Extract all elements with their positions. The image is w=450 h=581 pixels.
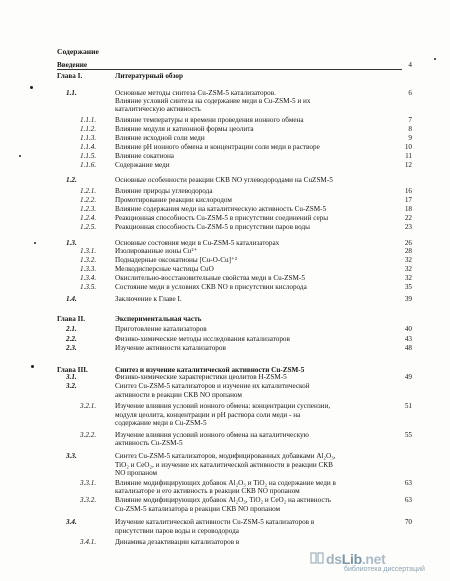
toc-entry-number: Глава III. <box>57 366 88 374</box>
toc-entry-text: TiO₂ и CeO₂, и изучение их каталитической активности в реакции СКВ <box>115 461 333 469</box>
toc-entry-text: Влияние рН ионного обмена и концентрации соли меди в растворе <box>115 143 320 151</box>
toc-entry-number: 1.1.3. <box>80 134 97 142</box>
watermark-logo: dsLib.net <box>326 551 386 567</box>
toc-entry-text: Основные особенности реакции СКВ NO углеводородами на CuZSM-5 <box>115 176 333 184</box>
scan-speck <box>434 58 436 60</box>
toc-entry-text: Изучение каталитической активности Cu-ZSM-5 катализаторов в <box>115 518 315 526</box>
toc-entry-text: модуля цеолита, концентрации и рН раствора соли меди - на <box>115 411 301 419</box>
toc-entry-page: 4 <box>408 61 412 69</box>
toc-entry-page: 63 <box>404 496 412 504</box>
toc-entry-page: 40 <box>404 325 412 333</box>
toc-entry-number: 1.1.6. <box>80 161 97 169</box>
toc-entry-text: присутствии паров воды и сероводорода <box>115 527 239 535</box>
toc-entry-page: 49 <box>404 373 412 381</box>
toc-entry-page: 70 <box>404 518 412 526</box>
toc-entry-text: Влияние условий синтеза на содержание меди в Cu-ZSM-5 и их <box>115 97 311 105</box>
toc-entry-text: Cu-ZSM-5 катализатора в реакции СКВ NO пропаном <box>115 505 281 513</box>
toc-entry-page: 9 <box>408 134 412 142</box>
toc-entry-page: 28 <box>404 247 412 255</box>
toc-entry-number: 1.2.5. <box>80 223 97 231</box>
toc-entry-page: 22 <box>404 214 412 222</box>
toc-entry-number: Глава I. <box>57 72 83 80</box>
toc-entry-text: Основные состояния меди в Cu-ZSM-5 катализаторах <box>115 239 280 247</box>
toc-entry-number: 1.4. <box>66 295 77 303</box>
toc-entry-number: 1.2.4. <box>80 214 97 222</box>
toc-entry-text: Изолированные ионы Cu²⁺ <box>115 247 198 255</box>
toc-entry-text: Физико-химические характеристики цеолитов H-ZSM-5 <box>115 373 287 381</box>
toc-entry-text: NO пропаном <box>115 469 158 477</box>
toc-entry-text: Изучение активности катализаторов <box>115 344 226 352</box>
toc-entry-text: Поднадерные оксокатионы [Cu-O-Cu]⁺² <box>115 256 237 264</box>
toc-entry-page: 11 <box>405 152 412 160</box>
toc-entry-number: 1.1.5. <box>80 152 97 160</box>
toc-entry-page: 17 <box>404 196 412 204</box>
toc-entry-page: 18 <box>404 205 412 213</box>
toc-entry-page: 8 <box>408 125 412 133</box>
toc-entry-number: 3.2.1. <box>80 402 97 410</box>
toc-entry-text: Влияние содержания меди на каталитическую активность Cu-ZSM-5 <box>115 205 327 213</box>
toc-entry-number: 3.3.2. <box>80 496 97 504</box>
toc-entry-page: 16 <box>404 187 412 195</box>
toc-entry-text: Литературный обзор <box>115 72 183 80</box>
toc-entry-number: 1.3.5. <box>80 283 97 291</box>
toc-entry-text: Приготовление катализаторов <box>115 325 207 333</box>
toc-entry-number: 2.2. <box>66 335 77 343</box>
toc-entry-number: 3.3.1. <box>80 479 97 487</box>
toc-entry-page: 26 <box>404 239 412 247</box>
toc-entry-number: 1.1.2. <box>80 125 97 133</box>
toc-entry-text: Синтез и изучение каталитической активности Cu-ZSM-5 <box>115 366 305 374</box>
toc-entry-page: 55 <box>404 431 412 439</box>
toc-entry-text: активности в реакции СКВ NO пропаном <box>115 391 242 399</box>
toc-entry-text: Синтез Cu-ZSM-5 катализаторов, модифицированных добавками Al₂O₃, <box>115 452 336 460</box>
toc-entry-number: 1.3. <box>66 239 77 247</box>
toc-entry-number: 1.3.4. <box>80 274 97 282</box>
toc-entry-page: 35 <box>404 283 412 291</box>
toc-entry-text: Реакционная способность Cu-ZSM-5 в присутствии паров воды <box>115 223 310 231</box>
toc-entry-text: Влияние модифицирующих добавок Al₂O₃ и TiO₂ на содержание меди в <box>115 479 336 487</box>
toc-entry-number: 1.3.1. <box>80 247 97 255</box>
scan-speck <box>34 242 36 244</box>
toc-entry-text: Влияние модуля и катионной формы цеолита <box>115 125 254 133</box>
toc-entry-page: 10 <box>404 143 412 151</box>
toc-entry-text: Экспериментальная часть <box>115 315 202 323</box>
toc-entry-text: каталитическую активность <box>115 105 201 113</box>
toc-entry-text: катализаторе и его активность в реакции СКВ NO пропаном <box>115 487 300 495</box>
toc-entry-page: 51 <box>404 402 412 410</box>
toc-entry-number: 3.2.2. <box>80 431 97 439</box>
toc-entry-page: 39 <box>404 295 412 303</box>
toc-entry-text: Окислительно-восстановительные свойства меди в Cu-ZSM-5 <box>115 274 305 282</box>
toc-entry-page: 12 <box>404 161 412 169</box>
toc-entry-text: Влияние модифицирующих добавок Al₂O₃, TiO₂ и CeO₂ на активность <box>115 496 332 504</box>
toc-entry-number: 3.3. <box>66 452 77 460</box>
toc-entry-text: Мелкодисперсные частицы CuO <box>115 265 214 273</box>
watermark-subtitle: библиотека диссертаций <box>344 566 425 573</box>
toc-entry-text: Промотирование реакции кислородом <box>115 196 232 204</box>
watermark <box>326 551 436 575</box>
toc-entry-text: Изучение влияния условий ионного обмена: концентрации суспензии, <box>115 402 331 410</box>
toc-entry-number: 2.3. <box>66 344 77 352</box>
scan-speck <box>30 86 33 89</box>
toc-entry-page: 32 <box>404 265 412 273</box>
toc-entry-page: 63 <box>404 479 412 487</box>
toc-entry-number: 3.4.1. <box>80 538 97 546</box>
toc-entry-text: Введение <box>57 61 88 69</box>
book-icon <box>310 551 324 565</box>
toc-entry-text: Состояние меди в условиях СКВ NO в присутствии кислорода <box>115 283 307 291</box>
toc-entry-page: 7 <box>408 116 412 124</box>
toc-entry-text: активность Cu-ZSM-5 <box>115 439 183 447</box>
toc-entry-page: 6 <box>408 89 412 97</box>
toc-entry-text: Влияние сокатиона <box>115 152 175 160</box>
toc-entry-page: 43 <box>404 335 412 343</box>
toc-entry-text: содержание меди в Cu-ZSM-5 <box>115 419 207 427</box>
toc-entry-page: 48 <box>404 344 412 352</box>
toc-entry-number: 1.1.1. <box>80 116 97 124</box>
toc-entry-text: Влияние исходной соли меди <box>115 134 205 142</box>
toc-entry-text: Заключение к Главе I. <box>115 295 182 303</box>
scan-speck <box>19 155 21 157</box>
toc-entry-number: 1.3.3. <box>80 265 97 273</box>
toc-entry-page: 32 <box>404 256 412 264</box>
toc-entry-number: 3.2. <box>66 382 77 390</box>
toc-entry-number: 1.2.3. <box>80 205 97 213</box>
toc-entry-number: 3.4. <box>66 518 77 526</box>
toc-entry-text: Динамика дезактивации катализаторов в <box>115 538 240 546</box>
page-title: Содержание <box>57 47 99 56</box>
toc-entry-text: Физико-химические методы исследования катализаторов <box>115 335 290 343</box>
toc-entry-number: 1.1. <box>66 89 77 97</box>
toc-entry-number: 2.1. <box>66 325 77 333</box>
toc-entry-text: Изучение влияния условий ионного обмена на каталитическую <box>115 431 309 439</box>
toc-entry-number: 1.2.1. <box>80 187 97 195</box>
divider <box>57 69 402 70</box>
toc-entry-text: Влияние температуры и времени проведения ионного обмена <box>115 116 304 124</box>
toc-entry-text: Содержание меди <box>115 161 170 169</box>
toc-entry-number: Глава II. <box>57 315 86 323</box>
toc-entry-number: 1.1.4. <box>80 143 97 151</box>
toc-entry-text: Реакционная способность Cu-ZSM-5 в присутствии соединений серы <box>115 214 329 222</box>
scan-speck <box>31 365 34 368</box>
toc-entry-text: Синтез Cu-ZSM-5 катализаторов и изучение их каталитической <box>115 382 310 390</box>
toc-entry-text: Основные методы синтеза Cu-ZSM-5 катализаторов. <box>115 89 276 97</box>
toc-entry-page: 32 <box>404 274 412 282</box>
toc-entry-page: 23 <box>404 223 412 231</box>
toc-entry-number: 1.2.2. <box>80 196 97 204</box>
toc-entry-text: Влияние природы углеводорода <box>115 187 213 195</box>
toc-entry-number: 1.2. <box>66 176 77 184</box>
toc-entry-number: 1.3.2. <box>80 256 97 264</box>
toc-entry-number: 3.1. <box>66 373 77 381</box>
